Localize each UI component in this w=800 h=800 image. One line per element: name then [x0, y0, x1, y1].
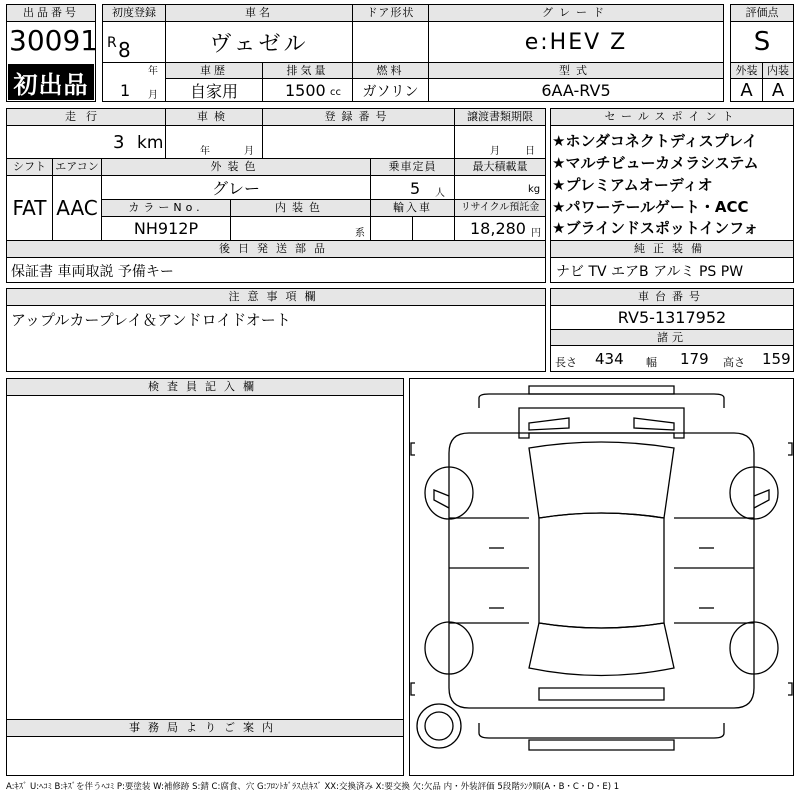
lot-number: 30091: [9, 24, 99, 57]
length-label: 長さ: [555, 356, 577, 369]
first-listing-badge-text: 初出品: [13, 70, 89, 99]
exterior-color: グレー: [211, 179, 260, 198]
sales-points-label: セールスポイント: [551, 109, 793, 125]
chassis-label: 車台番号: [551, 289, 793, 305]
width: 179: [680, 350, 709, 368]
inspector-box: [6, 378, 404, 776]
exterior-grade: A: [740, 80, 753, 101]
specs-label: 諸元: [551, 330, 793, 345]
recycle-unit: 円: [531, 228, 541, 239]
later-parts-label: 後日発送部品: [7, 241, 545, 257]
model-label: 型式: [429, 63, 723, 78]
sales-point-5: ★ブラインドスポットインフォ: [552, 219, 759, 237]
car-diagram: [409, 378, 794, 776]
first-reg-month: 1: [120, 81, 131, 100]
displacement: 1500: [285, 81, 326, 100]
notes: アップルカープレイ＆アンドロイドオート: [11, 311, 291, 329]
shift: FAT: [12, 196, 47, 220]
transfer-day-unit: 日: [525, 146, 535, 157]
chassis-number: RV5-1317952: [617, 308, 727, 327]
interior-grade-label: 内装: [763, 63, 793, 78]
interior-color-unit: 系: [355, 228, 365, 239]
shift-label: シフト: [7, 159, 52, 175]
interior-grade: A: [771, 80, 785, 101]
lot-number-label: 出品番号: [7, 5, 95, 21]
grade: e:HEV Z: [524, 29, 628, 55]
fuel-label: 燃料: [353, 63, 428, 78]
transfer-month-unit: 月: [490, 146, 500, 157]
width-label: 幅: [646, 356, 657, 369]
reg-number-label: 登録番号: [263, 109, 454, 125]
car-name: ヴェゼル: [209, 31, 309, 57]
inspection-label: 車検: [166, 109, 262, 125]
equipment-label: 純正装備: [551, 241, 793, 257]
recycle-amount: 18,280: [470, 219, 526, 238]
displacement-label: 排気量: [263, 63, 352, 78]
era-letter: R: [107, 35, 117, 51]
recycle-label: リサイクル預託金: [455, 200, 545, 216]
sales-point-3: ★プレミアムオーディオ: [552, 176, 713, 194]
aircon-label: エアコン: [53, 159, 101, 175]
door-value: [353, 22, 428, 62]
max-load-label: 最大積載量: [455, 159, 545, 175]
capacity-unit: 人: [435, 188, 445, 199]
inspector-label: 検査員記入欄: [7, 379, 403, 395]
mileage: 3: [113, 132, 125, 153]
car-name-label: 車名: [166, 5, 352, 21]
first-reg-year: 8: [118, 38, 131, 62]
sales-point-2: ★マルチビューカメラシステム: [552, 154, 759, 172]
door-label: ドア形状: [353, 5, 428, 21]
max-load-unit: kg: [528, 184, 541, 195]
exterior-grade-label: 外装: [731, 63, 762, 78]
mileage-unit: km: [137, 133, 164, 153]
later-parts: 保証書 車両取説 予備キー: [11, 264, 174, 280]
sales-point-4: ★パワーテールゲート・ACC: [552, 198, 749, 216]
length: 434: [595, 350, 624, 368]
notes-label: 注意事項欄: [7, 289, 545, 305]
score: S: [753, 27, 771, 57]
import-label: 輸入車: [371, 200, 454, 216]
damage-legend: A:ｷｽﾞ U:ﾍｺﾐ B:ｷｽﾞを伴うﾍｺﾐ P:要塗装 W:補修跡 S:錆 C:腐食、穴 G:ﾌﾛﾝﾄｶﾞﾗｽ点ｷｽﾞ XX:交換済み X:要交換 欠:欠品 内・外装評価 5段階ﾗﾝｸ順(A・B・C・D・E) 1: [6, 782, 620, 792]
history: 自家用: [189, 82, 238, 101]
year-unit: 年: [148, 66, 158, 77]
model-code: 6AA-RV5: [541, 81, 611, 100]
height: 159: [762, 350, 791, 368]
score-label: 評価点: [731, 5, 793, 21]
equipment: ナビ TV エアB アルミ PS PW: [556, 264, 744, 280]
displacement-unit: cc: [330, 87, 341, 98]
inspection-month-unit: 月: [244, 146, 254, 157]
capacity-label: 乗車定員: [371, 159, 454, 175]
interior-color-label: 内装色: [231, 200, 370, 216]
exterior-color-label: 外装色: [102, 159, 370, 175]
first-reg-label: 初度登録: [103, 5, 165, 21]
transfer-deadline-label: 譲渡書類期限: [455, 109, 545, 125]
fuel: ガソリン: [362, 83, 419, 100]
aircon: AAC: [56, 196, 98, 220]
capacity: 5: [410, 179, 421, 198]
history-label: 車歴: [166, 63, 262, 78]
mileage-label: 走行: [7, 109, 165, 125]
color-no: NH912P: [133, 219, 199, 238]
office-label: 事務局よりご案内: [7, 720, 403, 736]
grade-label: グレード: [429, 5, 723, 21]
inspection-year-unit: 年: [200, 146, 210, 157]
height-label: 高さ: [723, 356, 745, 369]
sales-point-1: ★ホンダコネクトディスプレイ: [552, 132, 758, 150]
month-unit: 月: [148, 90, 158, 101]
color-no-label: カラーNo.: [102, 200, 230, 216]
